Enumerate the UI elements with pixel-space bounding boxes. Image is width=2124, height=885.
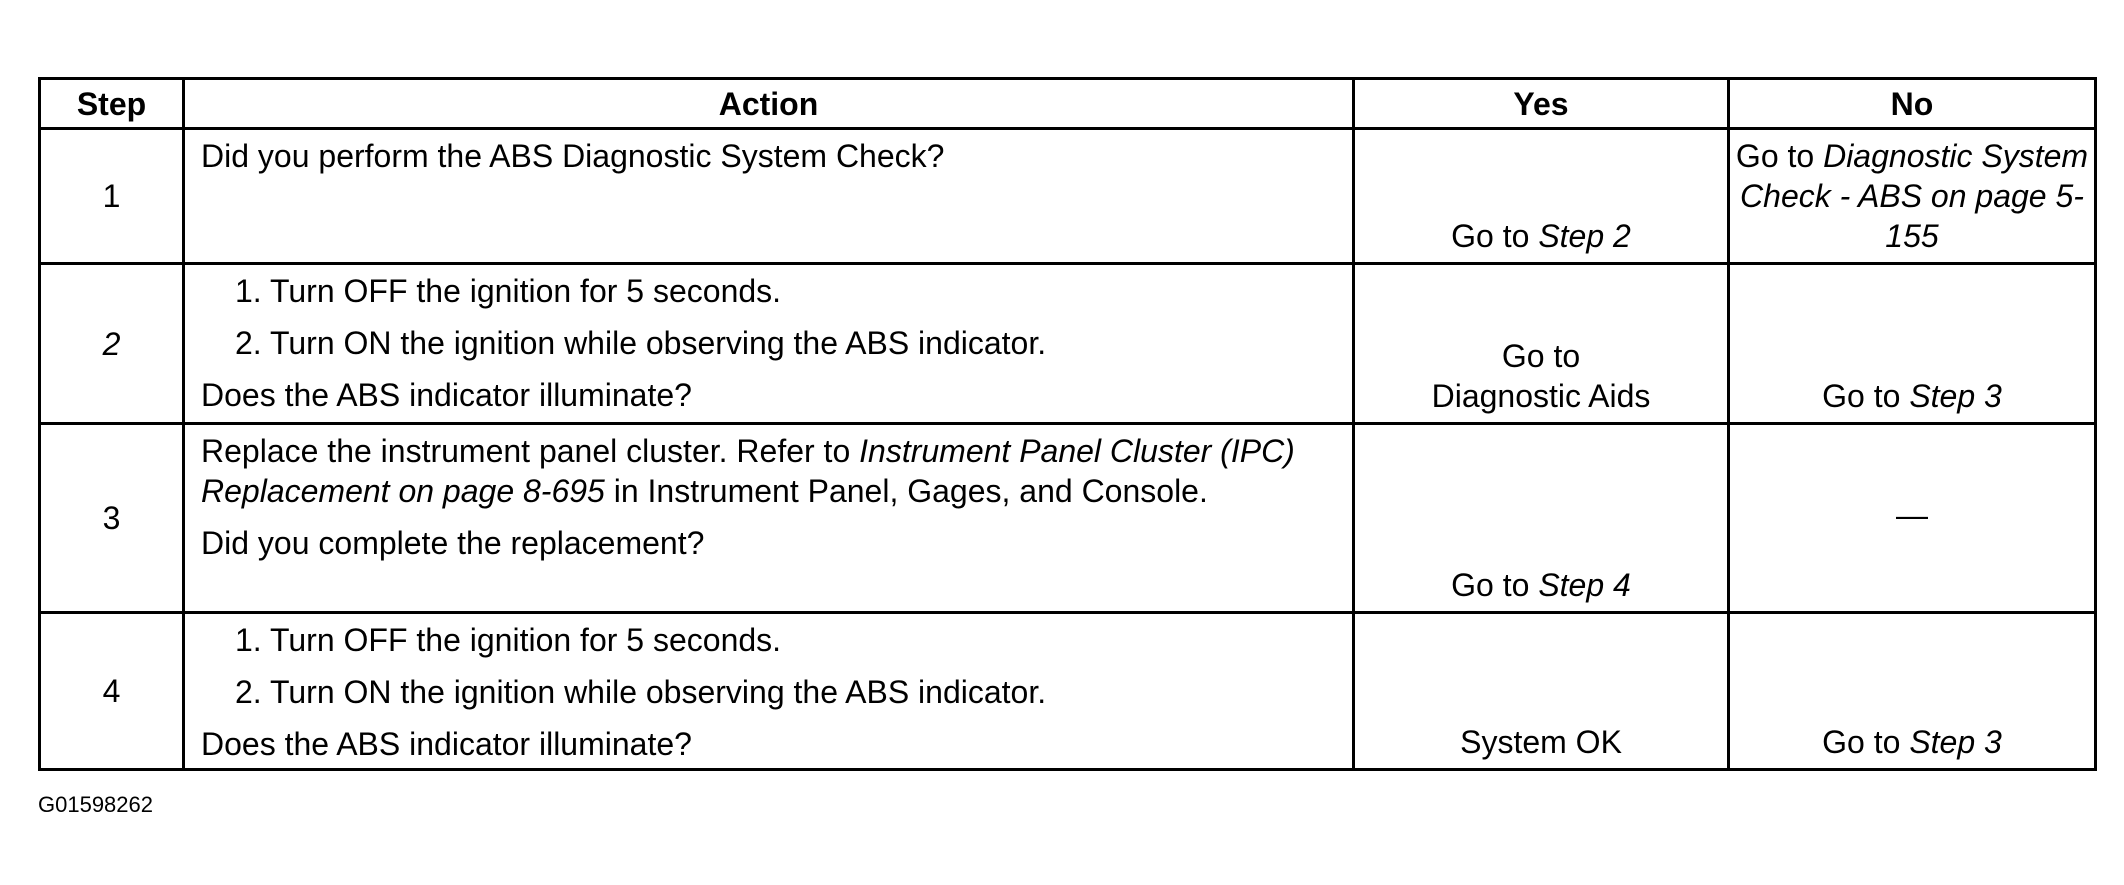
no-link[interactable]: Diagnostic System Check - ABS on page 5-155 xyxy=(1740,138,2089,254)
yes-cell xyxy=(1354,613,1729,770)
no-link[interactable]: Step 3 xyxy=(1909,378,2002,414)
yes-cell xyxy=(1354,264,1729,424)
step-number-cell xyxy=(40,264,184,424)
yes-prefix: Go to xyxy=(1451,567,1539,603)
action-question: Does the ABS indicator illuminate? xyxy=(201,377,692,413)
header-no: No xyxy=(1729,79,2096,129)
no-prefix: Go to xyxy=(1822,378,1910,414)
action-cell xyxy=(184,613,1354,770)
no-cell xyxy=(1729,264,2096,424)
no-link[interactable]: Step 3 xyxy=(1909,724,2002,760)
step-number: 3 xyxy=(102,500,121,536)
table-header-row xyxy=(40,79,2096,129)
table-row-step-2 xyxy=(40,264,2096,424)
step-number: 1 xyxy=(102,178,121,214)
step-number-cell xyxy=(40,424,184,613)
step-number: 2 xyxy=(102,325,121,362)
no-cell xyxy=(1729,613,2096,770)
header-yes: Yes xyxy=(1354,79,1729,129)
action-list-item: 2. Turn ON the ignition while observing the ABS indicator. xyxy=(235,325,1047,361)
action-cell xyxy=(184,264,1354,424)
yes-prefix: Go to xyxy=(1451,218,1539,254)
step-number-cell xyxy=(40,613,184,770)
no-prefix: Go to xyxy=(1735,138,1824,174)
yes-line-1: Go to xyxy=(1501,338,1581,374)
yes-cell xyxy=(1354,424,1729,613)
yes-link[interactable]: Step 4 xyxy=(1538,567,1631,603)
yes-link[interactable]: Step 2 xyxy=(1538,218,1631,254)
action-list-item: 2. Turn ON the ignition while observing the ABS indicator. xyxy=(235,674,1047,710)
action-question: Does the ABS indicator illuminate? xyxy=(201,726,692,762)
action-list-item: 1. Turn OFF the ignition for 5 seconds. xyxy=(235,622,782,658)
no-prefix: Go to xyxy=(1822,724,1910,760)
no-dash: — xyxy=(1896,497,1928,533)
figure-id: G01598262 xyxy=(38,792,153,817)
yes-text: System OK xyxy=(1460,724,1622,760)
action-question: Did you perform the ABS Diagnostic System Check? xyxy=(201,138,945,174)
step-number: 4 xyxy=(102,673,121,709)
action-cell xyxy=(184,424,1354,613)
action-list-item: 1. Turn OFF the ignition for 5 seconds. xyxy=(235,273,782,309)
table-row-step-4 xyxy=(40,613,2096,770)
table-row-step-3 xyxy=(40,424,2096,613)
yes-cell xyxy=(1354,129,1729,264)
diagnostic-table xyxy=(38,77,2097,771)
action-text-before: Replace the instrument panel cluster. Refer to xyxy=(201,433,860,469)
action-cell xyxy=(184,129,1354,264)
action-question: Did you complete the replacement? xyxy=(201,525,705,561)
table-row-step-1 xyxy=(40,129,2096,264)
action-text-after: in Instrument Panel, Gages, and Console. xyxy=(604,473,1208,509)
header-action: Action xyxy=(184,79,1354,129)
action-link[interactable]: Instrument Panel Cluster (IPC) Replacement on page 8-695 xyxy=(201,433,1295,509)
no-cell xyxy=(1729,424,2096,613)
yes-line-2[interactable]: Diagnostic Aids xyxy=(1431,378,1651,414)
header-step: Step xyxy=(40,79,184,129)
action-instruction xyxy=(201,431,1340,511)
step-number-cell xyxy=(40,129,184,264)
no-cell xyxy=(1729,129,2096,264)
